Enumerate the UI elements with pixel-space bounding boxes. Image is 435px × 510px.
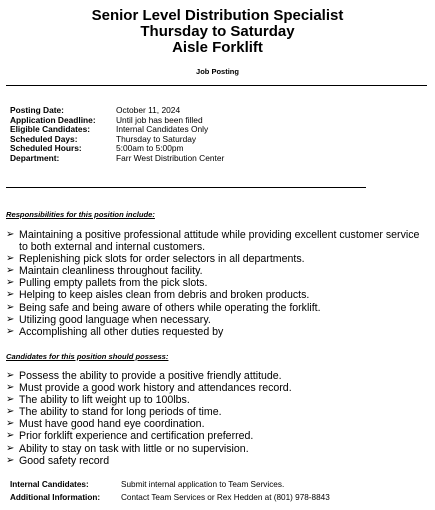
bullet-arrow-icon: ➢ [6, 289, 15, 301]
list-item: ➢ The ability to lift weight up to 100lbs. [6, 394, 190, 407]
list-item: ➢ Ability to stay on task with little or no supervision. [6, 442, 249, 455]
bullet-arrow-icon: ➢ [6, 394, 15, 406]
list-item: ➢ Utilizing good language when necessary. [6, 313, 211, 326]
list-item: ➢ Helping to keep aisles clean from debris and broken products. [6, 289, 310, 302]
detail-value: Farr West Distribution Center [116, 152, 225, 163]
contact-label: Internal Candidates: [10, 480, 89, 489]
detail-label: Scheduled Hours: [10, 143, 82, 154]
list-item: ➢ Accomplishing all other duties requested by [6, 325, 224, 338]
contact-row-internal-candidates [10, 478, 330, 491]
list-item: ➢ Pulling empty pallets from the pick slots. [6, 277, 208, 290]
contact-value: Contact Team Services or Rex Hedden at (801) 978-8843 [121, 493, 330, 502]
list-item: ➢ Must provide a good work history and attendances record. [6, 382, 292, 395]
detail-row-department [10, 154, 224, 164]
list-item: ➢ Being safe and being aware of others while operating the forklift. [6, 301, 321, 314]
contact-row-additional-information [10, 491, 330, 504]
detail-value: 5:00am to 5:00pm [116, 143, 184, 154]
posting-details [10, 106, 224, 164]
list-item: ➢ Good safety record [6, 454, 110, 467]
detail-label: Department: [10, 152, 60, 163]
list-item: ➢ The ability to stand for long periods of time. [6, 406, 222, 419]
list-item: ➢ Maintaining a positive professional attitude while providing excellent customer service to both external and internal customers. [6, 229, 420, 254]
bullet-arrow-icon: ➢ [6, 253, 15, 265]
bullet-arrow-icon: ➢ [6, 265, 15, 277]
detail-label: Scheduled Days: [10, 133, 78, 144]
bullet-arrow-icon: ➢ [6, 370, 15, 381]
bullet-arrow-icon: ➢ [6, 418, 15, 430]
detail-value: October 11, 2024 [116, 105, 181, 115]
contact-value: Submit internal application to Team Services. [121, 480, 285, 489]
bullet-arrow-icon: ➢ [6, 382, 15, 394]
job-title-line-2: Thursday to Saturday [140, 23, 295, 40]
header-divider [6, 85, 427, 86]
detail-value: Internal Candidates Only [116, 124, 209, 135]
candidates-heading: Candidates for this position should possess: [6, 352, 169, 361]
bullet-arrow-icon: ➢ [6, 325, 15, 337]
list-item: ➢ Prior forklift experience and certification preferred. [6, 430, 254, 443]
bullet-arrow-icon: ➢ [6, 430, 15, 442]
list-item: ➢ Maintain cleanliness throughout facility. [6, 265, 203, 278]
candidates-list [6, 370, 431, 467]
contact-info [10, 478, 330, 504]
detail-label: Eligible Candidates: [10, 124, 91, 135]
job-posting-subtitle: Job Posting [196, 67, 239, 76]
list-item: ➢ Replenishing pick slots for order selectors in all departments. [6, 253, 305, 266]
bullet-arrow-icon: ➢ [6, 229, 15, 240]
bullet-arrow-icon: ➢ [6, 442, 15, 454]
job-title-line-1: Senior Level Distribution Specialist [91, 7, 344, 24]
bullet-arrow-icon: ➢ [6, 406, 15, 418]
contact-label: Additional Information: [10, 493, 101, 502]
bullet-arrow-icon: ➢ [6, 301, 15, 313]
list-item: ➢ Possess the ability to provide a positive friendly attitude. [6, 370, 282, 382]
job-title [0, 8, 435, 56]
list-item: ➢ Must have good hand eye coordination. [6, 418, 205, 431]
detail-value: Until job has been filled [116, 114, 203, 125]
bullet-arrow-icon: ➢ [6, 313, 15, 325]
detail-label: Posting Date: [10, 105, 64, 115]
bullet-arrow-icon: ➢ [6, 277, 15, 289]
details-divider [6, 187, 366, 188]
responsibilities-list [6, 229, 431, 338]
bullet-arrow-icon: ➢ [6, 454, 15, 466]
responsibilities-heading: Responsibilities for this position include: [6, 210, 155, 219]
detail-value: Thursday to Saturday [116, 133, 197, 144]
job-title-line-3: Aisle Forklift [172, 39, 263, 56]
detail-label: Application Deadline: [10, 114, 96, 125]
